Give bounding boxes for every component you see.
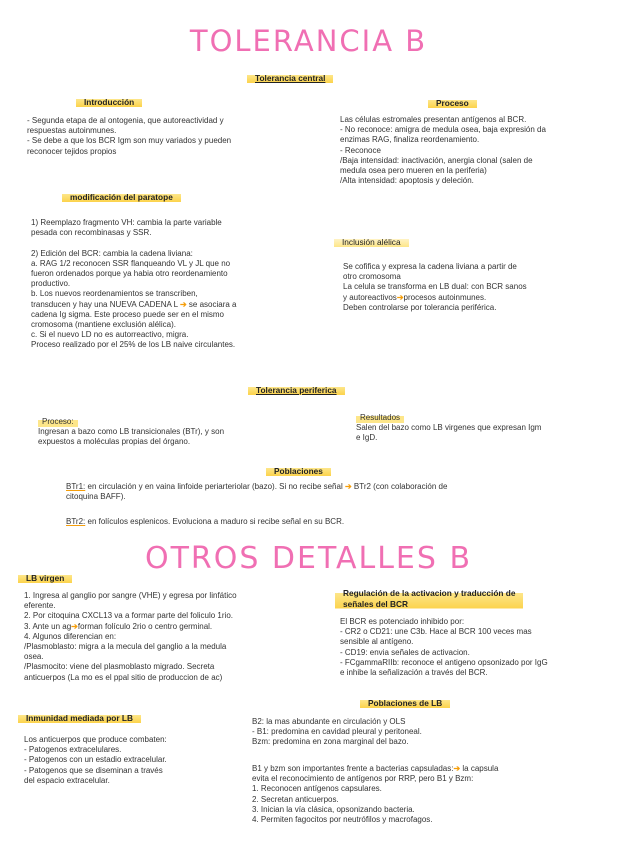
proceso-line: /Alta intensidad: apoptosis y deleción.: [340, 176, 474, 186]
inmunidad-line: Los anticuerpos que produce combaten:: [24, 735, 167, 744]
pobLB2-line: 4. Permiten fagocitos por neutrófilos y macrofagos.: [252, 815, 433, 825]
inmunidad-line: - Patogenos extracelulares.: [24, 745, 122, 755]
paratope-line: [31, 300, 237, 310]
btr1-line2: citoquina BAFF).: [66, 492, 126, 502]
heading-inmunidad: Inmunidad mediada por LB: [18, 712, 141, 724]
heading-tolerancia-periferica: Tolerancia periferica: [248, 384, 345, 396]
paratope-text: [31, 218, 237, 351]
lbvirgen-text: [24, 591, 237, 683]
btr2-label: BTr2:: [66, 517, 86, 526]
paratope-line: 2) Edición del BCR: cambia la cadena liviana:: [31, 248, 193, 258]
alelica-line: [343, 293, 527, 303]
paratope-line: 1) Reemplazo fragmento VH: cambia la parte variable: [31, 218, 222, 227]
pobLB-line: - B1: predomina en cavidad pleural y peritoneal.: [252, 727, 422, 737]
pobLB2-tail: la capsula: [460, 764, 499, 773]
pobLB2-text: [252, 764, 498, 825]
heading-poblaciones-lb: Poblaciones de LB: [360, 697, 450, 709]
heading-proceso: Proceso: [428, 97, 477, 109]
proceso-line: - Reconoce: [340, 145, 381, 155]
pobLB2-head: B1 y bzm son importantes frente a bacterias capsuladas:: [252, 764, 454, 773]
paratope-line: [31, 238, 237, 248]
arrow-icon: ➔: [396, 292, 404, 302]
heading-poblaciones: Poblaciones: [266, 465, 331, 477]
heading-inclusion-alelica: Inclusión alélica: [334, 236, 409, 248]
lbvirgen-line: [24, 622, 237, 632]
inmunidad-text: [24, 735, 167, 786]
paratope-line: fueron ordenados porque ya habia otro reordenamiento: [31, 269, 228, 278]
alelica-line-tail: procesos autoinmunes.: [403, 292, 487, 302]
paratope-line: a. RAG 1/2 reconocen SSR flanqueando VL y JL que no: [31, 258, 231, 268]
lbvirgen-line: /Plasmocito: viene del plasmoblasto migrado. Secreta: [24, 662, 215, 672]
pobLB-line: Bzm: predomina en zona marginal del bazo.: [252, 737, 409, 747]
pobLB2-line: evita el reconocimiento de antígenos por RRP, pero B1 y Bzm:: [252, 774, 474, 784]
alelica-line: otro cromosoma: [343, 272, 401, 282]
title-tolerancia-b: TOLERANCIA B: [189, 24, 428, 58]
lbvirgen-line: osea.: [24, 652, 44, 662]
paratope-line-text: transducen y hay una NUEVA CADENA L: [31, 299, 178, 309]
pobLB2-line: 2. Secretan anticuerpos.: [252, 794, 339, 804]
intro-text: [27, 116, 231, 157]
paratope-line: Proceso realizado por el 25% de los LB naive circulantes.: [31, 340, 236, 350]
heading-regulacion-line2: señales del BCR: [343, 599, 409, 609]
resultados-line: Salen del bazo como LB virgenes que expresan Igm: [356, 423, 542, 433]
proceso-line: enzimas RAG, finaliza reordenamiento.: [340, 135, 480, 145]
alelica-line-text: y autoreactivos: [343, 292, 397, 302]
lbvirgen-line: 2. Por citoquina CXCL13 va a formar parte del foliculo 1rio.: [24, 611, 233, 621]
arrow-icon: ➔: [71, 621, 78, 631]
regulacion-line: e inhibe la señalización a través del BCR.: [340, 668, 488, 678]
resultados-line: e IgD.: [356, 433, 378, 443]
lbvirgen-line-text: 3. Ante un ag: [24, 621, 72, 631]
btr1-line: [66, 482, 447, 492]
proc2-text: [38, 417, 224, 448]
paratope-line: cromosoma (mantiene exclusión alélica).: [31, 320, 176, 330]
lbvirgen-line: /Plasmoblasto: migra a la mecula del ganglio a la medula: [24, 642, 227, 652]
regulacion-line: sensible al antígeno.: [340, 637, 414, 647]
proceso-line: /Baja intensidad: inactivación, anergia clonal (salen de: [340, 155, 533, 165]
arrow-icon: ➔: [344, 482, 352, 491]
regulacion-text: [340, 617, 548, 678]
btr2-desc: en folículos esplenicos. Evoluciona a maduro si recibe señal en su BCR.: [85, 517, 345, 526]
proceso-line: - No reconoce: amigra de medula osea, baja expresión da: [340, 125, 546, 135]
paratope-line-tail: se asociara a: [186, 299, 237, 309]
paratope-line: b. Los nuevos reordenamientos se transcriben,: [31, 289, 198, 299]
btr1-tail: BTr2 (con colaboración de: [351, 482, 448, 491]
regulacion-line: - CD19: envia señales de activacion.: [340, 647, 470, 657]
pobLB2-line: 3. Inician la vía clásica, opsonizando bacteria.: [252, 804, 415, 814]
proceso-text: [340, 115, 546, 186]
paratope-line: pesada con recombinasas y SSR.: [31, 228, 152, 238]
heading-lb-virgen: LB virgen: [18, 572, 72, 584]
btr1-label: BTr1:: [66, 482, 86, 491]
inmunidad-line: - Patogenos con un estadio extracelular.: [24, 755, 167, 765]
alelica-line: Deben controlarse por tolerancia periférica.: [343, 302, 497, 312]
heading-regulacion-line1: Regulación de la activacion y traducción de: [343, 588, 516, 598]
pobLB2-line: 1. Reconocen antígenos capsulares.: [252, 784, 382, 794]
pobLB-line: B2: la mas abundante en circulación y OLS: [252, 717, 406, 726]
btr1-desc: en circulación y en vaina linfoide periarteriolar (bazo). Si no recibe señal: [85, 482, 343, 491]
heading-introduccion: Introducción: [76, 96, 142, 108]
heading-modificacion-paratope: modificación del paratope: [62, 191, 181, 203]
lbvirgen-line: 1. Ingresa al ganglio por sangre (VHE) y egresa por linfático: [24, 591, 237, 600]
arrow-icon: ➔: [179, 299, 187, 309]
proc2-line: expuestos a moléculas propias del órgano.: [38, 437, 191, 447]
proceso-line: Las células estromales presentan antígenos al BCR.: [340, 115, 527, 124]
title-otros-detalles-b: OTROS DETALLES B: [144, 541, 473, 576]
btr2-line: [66, 517, 344, 527]
intro-line: reconocer tejidos propios: [27, 146, 117, 156]
proc2-label: Proceso:: [38, 417, 78, 427]
alelica-text: [343, 262, 527, 313]
proceso-line: medula osea pero mueren en la periferia): [340, 166, 487, 176]
inmunidad-line: - Patogenos que se diseminan a través: [24, 765, 163, 775]
intro-line: - Segunda etapa de al ontogenia, que autoreactividad y: [27, 116, 224, 125]
lbvirgen-line: eferente.: [24, 601, 56, 611]
regulacion-line: El BCR es potenciado inhibido por:: [340, 617, 465, 626]
pobLB-text: [252, 717, 422, 748]
inmunidad-line: del espacio extracelular.: [24, 775, 110, 785]
heading-tolerancia-central: Tolerancia central: [247, 72, 333, 84]
lbvirgen-line: 4. Algunos diferencian en:: [24, 631, 117, 641]
btr1-text: [66, 482, 447, 502]
paratope-line: cadena Ig sigma. Este proceso puede ser en el mismo: [31, 309, 224, 319]
proc2-line: Ingresan a bazo como LB transicionales (BTr), y son: [38, 427, 225, 437]
intro-line: - Se debe a que los BCR Igm son muy variados y pueden: [27, 136, 232, 146]
resultados-label: Resultados: [356, 413, 404, 423]
paratope-line: productivo.: [31, 279, 71, 289]
btr2-text: [66, 517, 344, 527]
intro-line: respuestas autoinmunes.: [27, 126, 117, 136]
lbvirgen-line-tail: forman folículo 2rio o centro germinal.: [77, 621, 213, 631]
regulacion-line: - CR2 o CD21: une C3b. Hace al BCR 100 veces mas: [340, 627, 532, 637]
resultados-text: [356, 413, 541, 444]
lbvirgen-line: anticuerpos (La mo es el ppal sitio de produccion de ac): [24, 672, 223, 682]
heading-regulacion: [335, 587, 523, 611]
paratope-line: c. Si el nuevo LD no es autorreactivo, migra.: [31, 330, 189, 340]
alelica-line: Se cofifica y expresa la cadena liviana a partir de: [343, 262, 517, 271]
alelica-line: La celula se transforma en LB dual: con BCR sanos: [343, 282, 527, 292]
regulacion-line: - FCgammaRIIb: reconoce el antigeno opsonizado por IgG: [340, 657, 548, 667]
pobLB2-line: [252, 764, 498, 774]
arrow-icon: ➔: [453, 764, 461, 773]
